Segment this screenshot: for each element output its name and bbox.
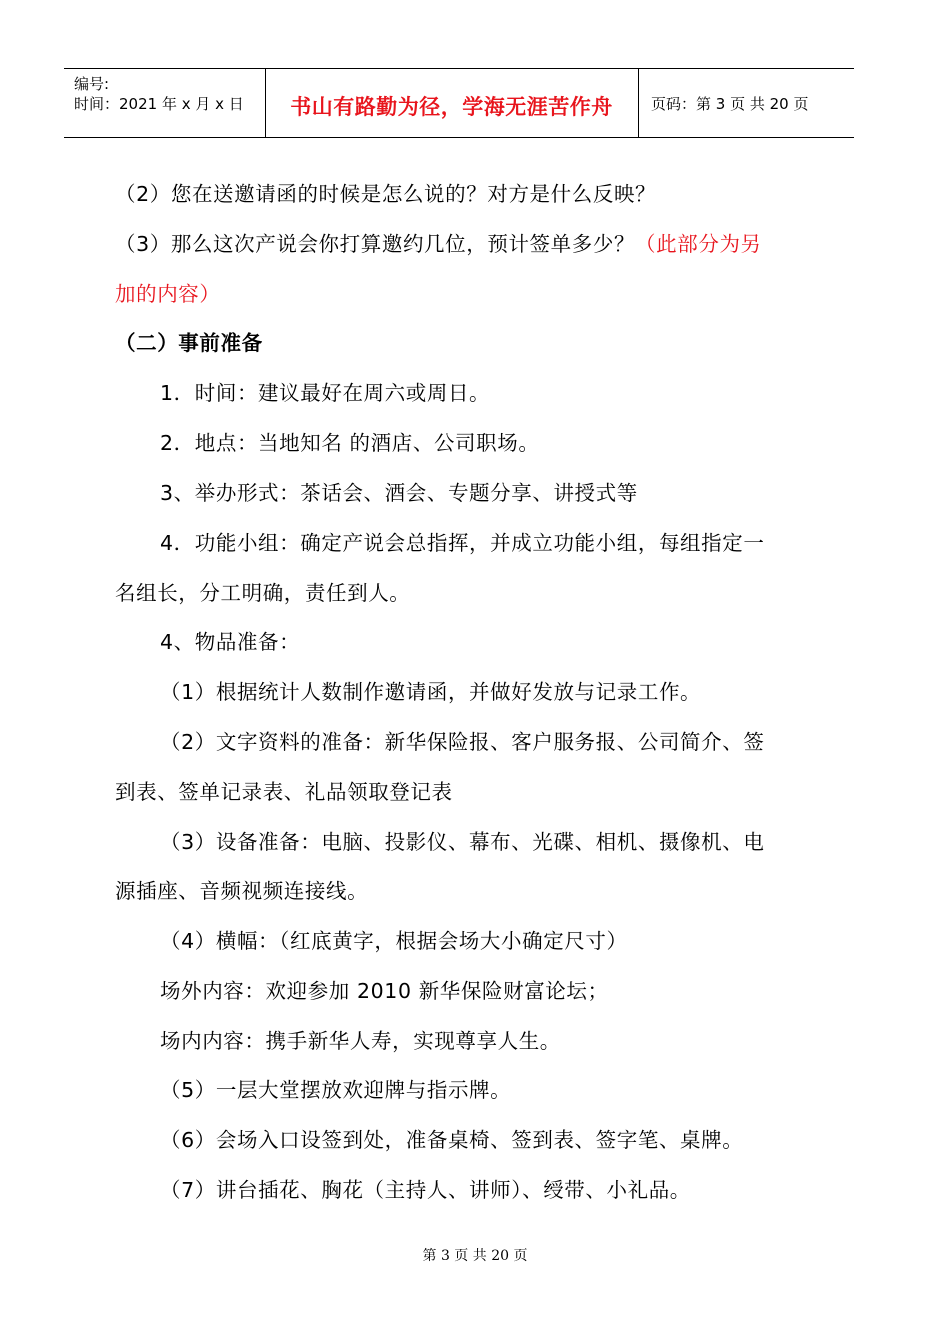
supply-2: （2）文字资料的准备：新华保险报、客户服务报、公司简介、签 (160, 730, 765, 754)
header-table (64, 68, 854, 138)
header-slogan: 书山有路勤为径，学海无涯苦作舟 (290, 94, 613, 119)
section-title: （二）事前准备 (115, 331, 263, 355)
header-left-cell (64, 69, 266, 137)
supply-7: （7）讲台插花、胸花（主持人、讲师）、绶带、小礼品。 (160, 1178, 691, 1202)
item-function-groups: 4．功能小组：确定产说会总指挥，并成立功能小组，每组指定一 (160, 531, 765, 555)
supply-6: （6）会场入口设签到处，准备桌椅、签到表、签字笔、桌牌。 (160, 1128, 744, 1152)
item-supplies: 4、物品准备： (160, 630, 301, 654)
question-2: （2）您在送邀请函的时候是怎么说的？对方是什么反映？ (115, 182, 657, 206)
doc-time-label: 时间：2021 年 x 月 x 日 (74, 95, 244, 113)
doc-code-label: 编号: (74, 75, 110, 93)
question-3-note: （此部分为另 (635, 232, 762, 256)
header-page-number: 页码：第 3 页 共 20 页 (651, 95, 809, 113)
item-location: 2．地点：当地知名 的酒店、公司职场。 (160, 431, 540, 455)
question-3-note-cont: 加的内容） (115, 282, 221, 306)
question-3 (115, 230, 762, 258)
question-3-text: （3）那么这次产说会你打算邀约几位，预计签单多少？ (115, 232, 636, 256)
banner-outside: 场外内容：欢迎参加 2010 新华保险财富论坛； (160, 979, 609, 1003)
item-function-groups-cont: 名组长，分工明确，责任到人。 (115, 581, 411, 605)
supply-1: （1）根据统计人数制作邀请函，并做好发放与记录工作。 (160, 680, 702, 704)
header-right-cell (639, 69, 854, 137)
header-middle-cell (265, 69, 639, 137)
banner-inside: 场内内容：携手新华人寿，实现尊享人生。 (160, 1029, 561, 1053)
item-format: 3、举办形式：茶话会、酒会、专题分享、讲授式等 (160, 481, 638, 505)
supply-3: （3）设备准备：电脑、投影仪、幕布、光碟、相机、摄像机、电 (160, 830, 765, 854)
footer-page-number: 第 3 页 共 20 页 (422, 1248, 528, 1264)
item-time: 1．时间：建议最好在周六或周日。 (160, 381, 491, 405)
supply-3-cont: 源插座、音频视频连接线。 (115, 879, 369, 903)
supply-2-cont: 到表、签单记录表、礼品领取登记表 (115, 780, 453, 804)
supply-5: （5）一层大堂摆放欢迎牌与指示牌。 (160, 1078, 512, 1102)
supply-4: （4）横幅：（红底黄字，根据会场大小确定尺寸） (160, 929, 628, 953)
